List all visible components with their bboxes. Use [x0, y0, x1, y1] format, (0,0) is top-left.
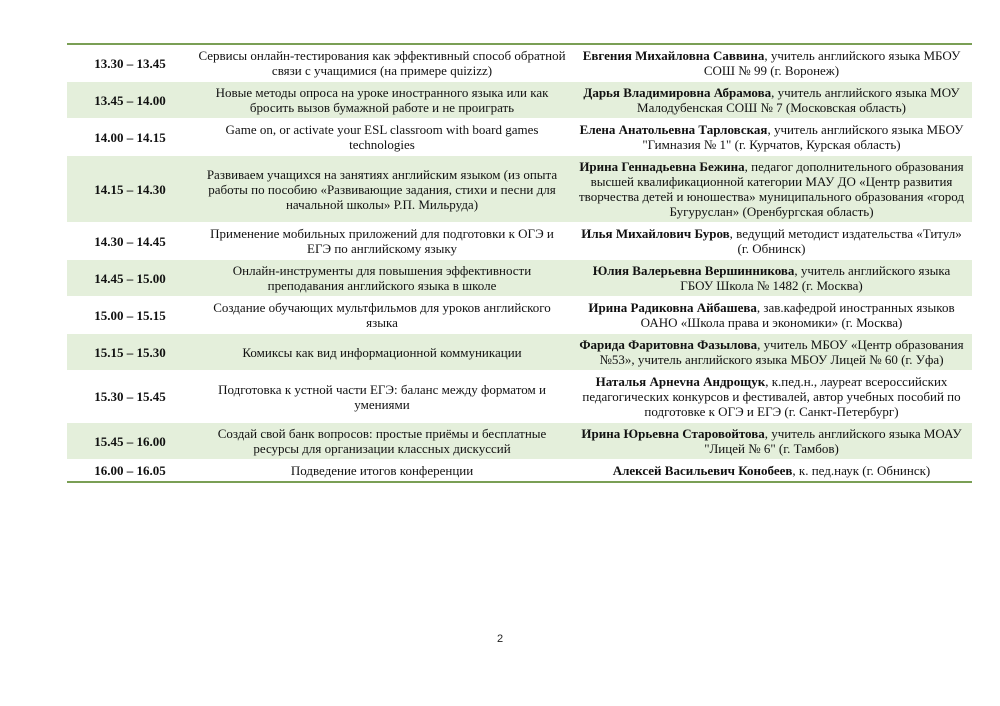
speaker-cell: [571, 297, 972, 334]
time-slot: 14.30 – 14.45: [67, 223, 193, 260]
speaker-cell: [571, 371, 972, 423]
speaker-name: Юлия Валерьевна Вершинникова: [592, 263, 795, 278]
time-slot: 13.45 – 14.00: [67, 82, 193, 119]
speaker-cell: [571, 44, 972, 82]
schedule-row: [67, 423, 972, 460]
time-slot: 14.15 – 14.30: [67, 156, 193, 223]
time-slot: 15.15 – 15.30: [67, 334, 193, 371]
time-slot: 13.30 – 13.45: [67, 44, 193, 82]
schedule-row: [67, 82, 972, 119]
schedule-row: [67, 334, 972, 371]
schedule-row: [67, 223, 972, 260]
talk-topic: Применение мобильных приложений для подготовки к ОГЭ и ЕГЭ по английскому языку: [193, 223, 571, 260]
talk-topic: Новые методы опроса на уроке иностранного языка или как бросить вызов бумажной работе и не проиграть: [193, 82, 571, 119]
speaker-name: Ирина Геннадьевна Бежина: [579, 159, 745, 174]
speaker-cell: [571, 82, 972, 119]
speaker-name: Фарида Фаритовна Фазылова: [579, 337, 758, 352]
speaker-details: , учитель английского языка МБОУ "Гимназия № 1" (г. Курчатов, Курская область): [642, 122, 964, 152]
talk-topic: Сервисы онлайн-тестирования как эффективный способ обратной связи с учащимися (на примере quizizz): [193, 44, 571, 82]
time-slot: 14.00 – 14.15: [67, 119, 193, 156]
schedule-row: [67, 44, 972, 82]
talk-topic: Развиваем учащихся на занятиях английским языком (из опыта работы по пособию «Развивающие задания, стихи и песни для начальной школы» Р.П. Мильруда): [193, 156, 571, 223]
speaker-name: Ирина Юрьевна Старовойтова: [581, 426, 765, 441]
speaker-name: Елена Анатольевна Тарловская: [579, 122, 768, 137]
time-slot: 15.45 – 16.00: [67, 423, 193, 460]
speaker-details: , к.пед.н., лауреат всероссийских педагогических конкурсов и фестивалей, автор учебных пособий по подготовке к ОГЭ и ЕГЭ (г. Санкт-Петербург): [582, 374, 961, 419]
time-slot: 15.30 – 15.45: [67, 371, 193, 423]
speaker-details: , педагог дополнительного образования высшей квалификационной категории МАУ ДО «Центр развития творчества детей и юношества» муниципального образования «город Бугуруслан» (Оренбургская область): [578, 159, 965, 219]
page-number: 2: [496, 633, 504, 645]
speaker-cell: [571, 260, 972, 297]
speaker-cell: [571, 423, 972, 460]
speaker-details: , к. пед.наук (г. Обнинск): [792, 463, 931, 478]
speaker-cell: [571, 156, 972, 223]
speaker-details: , учитель английского языка МОАУ "Лицей № 6" (г. Тамбов): [704, 426, 962, 456]
program-schedule-table: [67, 43, 972, 483]
speaker-details: , учитель английского языка ГБОУ Школа № 1482 (г. Москва): [680, 263, 951, 293]
time-slot: 16.00 – 16.05: [67, 460, 193, 483]
speaker-details: , зав.кафедрой иностранных языков ОАНО «Школа права и экономики» (г. Москва): [640, 300, 955, 330]
speaker-cell: [571, 223, 972, 260]
speaker-cell: [571, 460, 972, 483]
talk-topic: Онлайн-инструменты для повышения эффективности преподавания английского языка в школе: [193, 260, 571, 297]
schedule-row: [67, 460, 972, 483]
speaker-name: Дарья Владимировна Абрамова: [583, 85, 772, 100]
speaker-details: , учитель МБОУ «Центр образования №53», учитель английского языка МБОУ Лицей № 60 (г. Уфа): [599, 337, 964, 367]
speaker-name: Ирина Радиковна Айбашева: [588, 300, 757, 315]
schedule-row: [67, 260, 972, 297]
speaker-cell: [571, 119, 972, 156]
talk-topic: Game on, or activate your ESL classroom with board games technologies: [193, 119, 571, 156]
talk-topic: Подготовка к устной части ЕГЭ: баланс между форматом и умениями: [193, 371, 571, 423]
speaker-name: Илья Михайлович Буров: [581, 226, 730, 241]
talk-topic: Подведение итогов конференции: [193, 460, 571, 483]
speaker-name: Алексей Васильевич Конобеев: [612, 463, 793, 478]
schedule-row: [67, 119, 972, 156]
speaker-details: , ведущий методист издательства «Титул» (г. Обнинск): [729, 226, 962, 256]
schedule-row: [67, 156, 972, 223]
speaker-details: , учитель английского языка МБОУ СОШ № 99 (г. Воронеж): [703, 48, 961, 78]
schedule-row: [67, 371, 972, 423]
speaker-name: Наталья Арнevна Андрощук: [595, 374, 766, 389]
speaker-cell: [571, 334, 972, 371]
talk-topic: Создание обучающих мультфильмов для уроков английского языка: [193, 297, 571, 334]
talk-topic: Комиксы как вид информационной коммуникации: [193, 334, 571, 371]
speaker-details: , учитель английского языка МОУ Малодубенская СОШ № 7 (Московская область): [637, 85, 960, 115]
speaker-name: Евгения Михайловна Саввина: [582, 48, 765, 63]
time-slot: 15.00 – 15.15: [67, 297, 193, 334]
talk-topic: Создай свой банк вопросов: простые приёмы и бесплатные ресурсы для организации классных дискуссий: [193, 423, 571, 460]
time-slot: 14.45 – 15.00: [67, 260, 193, 297]
schedule-row: [67, 297, 972, 334]
